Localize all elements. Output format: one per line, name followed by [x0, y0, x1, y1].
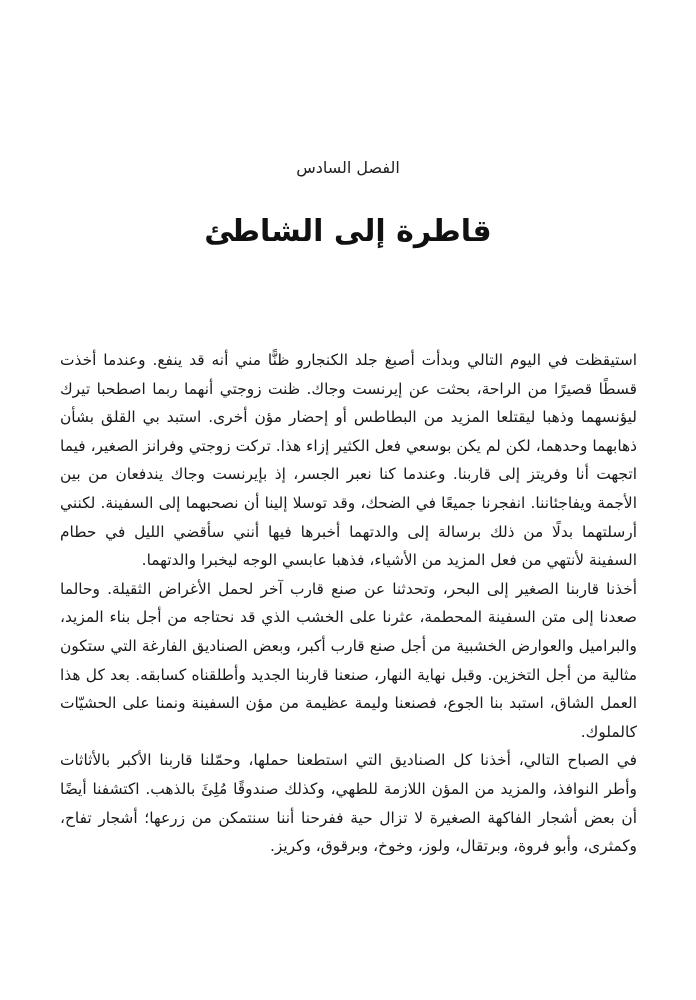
- chapter-label: الفصل السادس: [296, 158, 400, 177]
- paragraph-1: استيقظت في اليوم التالي وبدأت أصبغ جلد الكنجارو ظنًّا مني أنه قد ينفع. وعندما أخذت قسطًا قصيرًا من الراحة، بحثت عن إيرنست وجاك. ظنت زوجتي أنهما ربما اصطحبا تيرك ليؤنسهما وذهبا ليقتلعا المزيد من البطاطس أو إحضار مؤن أخرى. استبد بي القلق بشأن ذهابهما وحدهما، لكن لم يكن بوسعي فعل الكثير إزاء هذا. تركت زوجتي وفرانز الصغير، فيما اتجهت أنا وفريتز إلى قاربنا. وعندما كنا نعبر الجسر، إذ بإيرنست وجاك يندفعان من بين الأجمة ويفاجئاننا. انفجرنا جميعًا في الضحك، وقد توسلا إلينا أن نصحبهما إلى السفينة. لكنني أرسلتهما بدلًا من ذلك برسالة إلى والدتهما أخبرها فيها أنني سأقضي الليل في حطام السفينة لأنتهي من فعل المزيد من الأشياء، فذهبا عابسي الوجه ليخبرا والدتهما.: [60, 351, 637, 570]
- chapter-title: قاطرة إلى الشاطئ: [204, 214, 492, 249]
- paragraph-3: في الصباح التالي، أخذنا كل الصناديق التي استطعنا حملها، وحمّلنا قاربنا الأكبر بالأثاثات وأطر النوافذ، والمزيد من المؤن اللازمة للطهي، وكذلك صندوقًا مُلِئَ بالذهب. اكتشفنا أيضًا أن بعض أشجار الفاكهة الصغيرة لا تزال حية ففرحنا أننا سنتمكن من زرعها؛ أشجار تفاح، وكمثرى، وأبو فروة، وبرتقال، ولوز، وخوخ، وبرقوق، وكريز.: [60, 751, 637, 856]
- paragraph-2: أخذنا قاربنا الصغير إلى البحر، وتحدثنا عن صنع قارب آخر لحمل الأغراض الثقيلة. وحالما صعدنا إلى متن السفينة المحطمة، عثرنا على الخشب الذي قد نحتاجه من أجل بناء المزيد، والبراميل والعوارض الخشبية من أجل صنع قارب أكبر، وبعض الصناديق الفارغة التي ستكون مثالية من أجل التخزين. وقبل نهاية النهار، صنعنا قاربنا الجديد وأطلقناه كسابقه. بعد كل هذا العمل الشاق، استبد بنا الجوع، فصنعنا وليمة عظيمة من مؤن السفينة ونمنا على الحشيّات كالملوك.: [60, 579, 637, 741]
- chapter-body: [60, 346, 637, 861]
